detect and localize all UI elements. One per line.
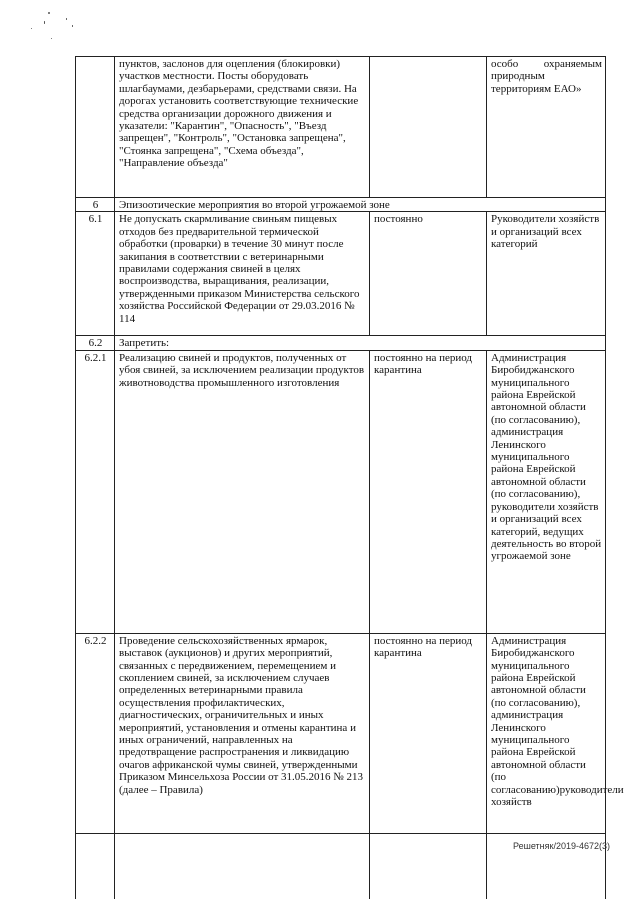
subsection-heading: Запретить:	[115, 336, 606, 350]
scan-speck	[66, 18, 67, 20]
section-heading: Эпизоотические мероприятия во второй угрожаемой зоне	[115, 198, 606, 212]
table-row	[76, 212, 606, 336]
table-row	[76, 350, 606, 633]
term-text: постоянно	[370, 212, 487, 336]
scan-speck	[48, 12, 50, 14]
empty-cell	[370, 833, 487, 899]
section-row	[76, 336, 606, 350]
empty-cell	[115, 833, 370, 899]
section-number: 6	[76, 198, 115, 212]
term-text: постоянно на период карантина	[370, 350, 487, 633]
row-number: 6.2.2	[76, 633, 115, 833]
section-row	[76, 198, 606, 212]
term-text	[370, 57, 487, 198]
table-row	[76, 633, 606, 833]
measure-text: Реализацию свиней и продуктов, полученных от убоя свиней, за исключением реализации продуктов животноводства промышленного изготовления	[115, 350, 370, 633]
scan-speck	[51, 38, 52, 39]
row-number: 6.2.1	[76, 350, 115, 633]
responsible-text: Руководители хозяйств и организаций всех категорий	[487, 212, 606, 336]
scan-speck	[44, 21, 45, 24]
responsible-text: особо охраняемым природным территориям ЕАО»	[487, 57, 606, 198]
responsible-text: Администрация Биробиджанского муниципального района Еврейской автономной области (по согласованию), администрация Ленинского муниципального района Еврейской автономной области (по согласованию), руководители хозяйств и организаций всех категорий, ведущих деятельность во второй угрожаемой зоне	[487, 350, 606, 633]
term-text: постоянно на период карантина	[370, 633, 487, 833]
measure-text: Проведение сельскохозяйственных ярмарок, выставок (аукционов) и других мероприятий, связанных с передвижением, перемещением и скоплением свиней, за исключением случаев определенных ветеринарными правила осуществления профилактических, диагностических, ограничительных и иных мероприятий, установления и отмены карантина и иных ограничений, направленных на предотвращение распространения и ликвидацию очагов африканской чумы свиней, утвержденными Приказом Минсельхоза России от 31.05.2016 № 213 (далее – Правила)	[115, 633, 370, 833]
row-number: 6.2	[76, 336, 115, 350]
scan-speck	[72, 25, 73, 27]
measures-table	[75, 56, 624, 899]
measure-text: Не допускать скармливание свиньям пищевых отходов без предварительной термической обработки (проварки) в течение 30 минут после закипания в соответствии с ветеринарными правилами содержания свиней в целях воспроизводства, выращивания, реализации, утвержденными приказом Министерства сельского хозяйства Российской Федерации от 29.03.2016 № 114	[115, 212, 370, 336]
measure-text: пунктов, заслонов для оцепления (блокировки) участков местности. Посты оборудовать шлагбаумами, дезбарьерами, средствами связи. На дорогах установить соответствующие технические средства организации дорожного движения и указатели: "Карантин", "Опасность", "Въезд запрещен", "Контроль", "Остановка запрещена", "Стоянка запрещена", "Схема объезда", "Направление объезда"	[115, 57, 370, 198]
empty-cell	[76, 833, 115, 899]
row-number: 6.1	[76, 212, 115, 336]
responsible-text: Администрация Биробиджанского муниципального района Еврейской автономной области (по согласованию), администрация Ленинского муниципального района Еврейской автономной области (по согласованию)руководители хозяйств	[487, 633, 606, 833]
row-number	[76, 57, 115, 198]
scan-speck	[31, 28, 32, 29]
document-stamp: Решетняк/2019-4672(3)	[513, 841, 610, 851]
table-row	[76, 57, 606, 198]
